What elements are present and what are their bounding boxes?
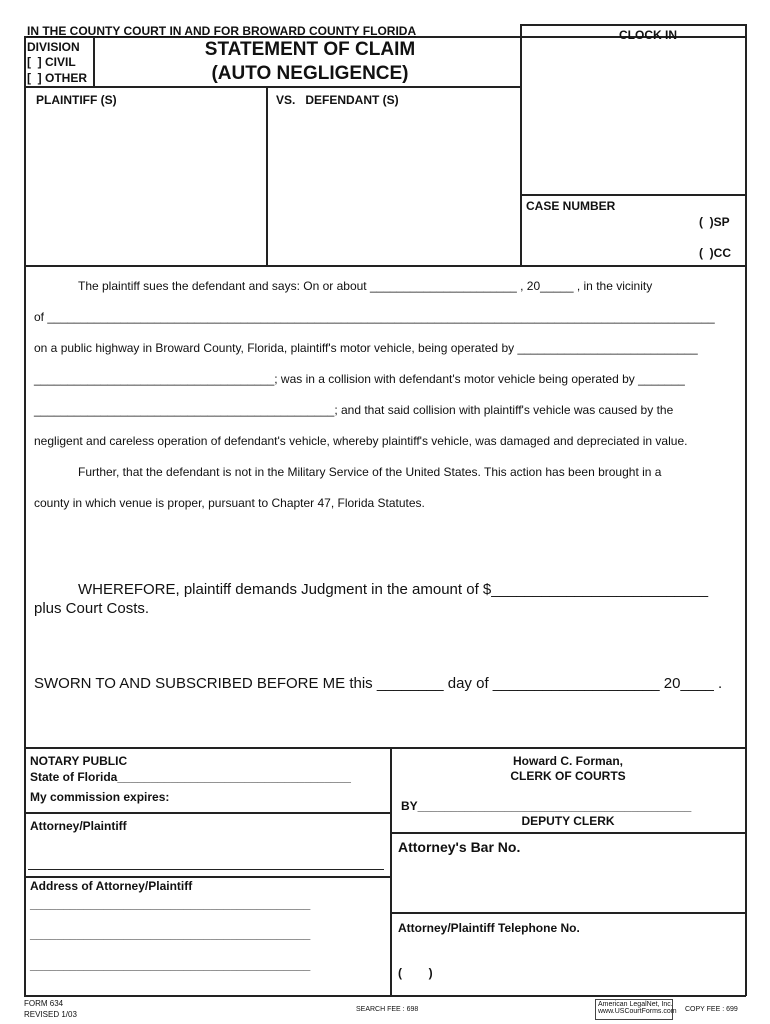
address-line-2: __________________________________________ bbox=[30, 927, 311, 941]
notary-title: NOTARY PUBLIC bbox=[30, 754, 128, 768]
claim-line-8: county in which venue is proper, pursuant to Chapter 47, Florida Statutes. bbox=[34, 496, 425, 510]
deputy-clerk-label: DEPUTY CLERK bbox=[521, 814, 615, 828]
publisher-box bbox=[595, 999, 677, 1020]
search-fee: SEARCH FEE : 698 bbox=[356, 1006, 419, 1013]
claim-line-3: on a public highway in Broward County, Florida, plaintiff's motor vehicle, being operated by ___________________________ bbox=[34, 341, 698, 355]
claim-line-7: Further, that the defendant is not in the Military Service of the United States. This action has been brought in a bbox=[78, 465, 662, 479]
deputy-signature-line: BY_________________________________________ bbox=[401, 799, 692, 813]
claim-line-6: negligent and careless operation of defendant's vehicle, whereby plaintiff's vehicle, was damaged and depreciated in value. bbox=[34, 434, 688, 448]
form-revised: REVISED 1/03 bbox=[24, 1010, 77, 1019]
attorney-plaintiff-label: Attorney/Plaintiff bbox=[30, 819, 127, 833]
wherefore-line-2: plus Court Costs. bbox=[34, 600, 150, 617]
copy-fee: COPY FEE : 699 bbox=[685, 1006, 738, 1013]
claim-line-4: ____________________________________; was in a collision with defendant's motor vehicle being operated by _______ bbox=[34, 372, 685, 386]
attorney-address-label: Address of Attorney/Plaintiff bbox=[30, 879, 193, 893]
clerk-name: Howard C. Forman, bbox=[512, 754, 623, 768]
publisher-url: www.USCourtForms.com bbox=[598, 1008, 677, 1015]
sworn-statement: SWORN TO AND SUBSCRIBED BEFORE ME this ________ day of ____________________ 20____ . bbox=[34, 675, 723, 692]
form-title: STATEMENT OF CLAIM bbox=[204, 39, 416, 60]
court-heading: IN THE COUNTY COURT IN AND FOR BROWARD COUNTY FLORIDA bbox=[27, 24, 417, 38]
other-checkbox[interactable]: [ ] OTHER bbox=[27, 71, 87, 85]
sp-option[interactable]: ( )SP bbox=[699, 215, 730, 229]
notary-commission: My commission expires: bbox=[30, 790, 170, 804]
cc-option[interactable]: ( )CC bbox=[699, 246, 731, 260]
defendant-label: VS. DEFENDANT (S) bbox=[276, 93, 399, 107]
division-label: DIVISION bbox=[27, 40, 80, 54]
clerk-title: CLERK OF COURTS bbox=[510, 769, 626, 783]
clock-in-label: CLOCK IN bbox=[619, 28, 677, 42]
plaintiff-label: PLAINTIFF (S) bbox=[36, 93, 117, 107]
attorney-phone-label: Attorney/Plaintiff Telephone No. bbox=[398, 921, 580, 935]
address-line-1: __________________________________________ bbox=[30, 897, 311, 911]
claim-line-1: The plaintiff sues the defendant and says: On or about ______________________ , 20_____ , in the vicinity bbox=[78, 279, 653, 293]
form-number: FORM 634 bbox=[24, 999, 64, 1008]
attorney-bar-label: Attorney's Bar No. bbox=[398, 839, 521, 855]
notary-state: State of Florida___________________________________ bbox=[30, 770, 351, 784]
claim-line-2: of ____________________________________________________________________________________________________ bbox=[34, 310, 715, 324]
phone-area-code: ( ) bbox=[398, 966, 433, 980]
address-line-3: __________________________________________ bbox=[30, 958, 311, 972]
case-number-label: CASE NUMBER bbox=[526, 199, 616, 213]
form-subtitle: (AUTO NEGLIGENCE) bbox=[211, 63, 409, 84]
publisher-name: American LegalNet, Inc. bbox=[598, 1001, 673, 1008]
civil-checkbox[interactable]: [ ] CIVIL bbox=[27, 55, 76, 69]
claim-line-5: _____________________________________________; and that said collision with plaintiff's vehicle was caused by the bbox=[34, 403, 674, 417]
wherefore-line-1: WHEREFORE, plaintiff demands Judgment in the amount of $__________________________ bbox=[78, 581, 709, 598]
